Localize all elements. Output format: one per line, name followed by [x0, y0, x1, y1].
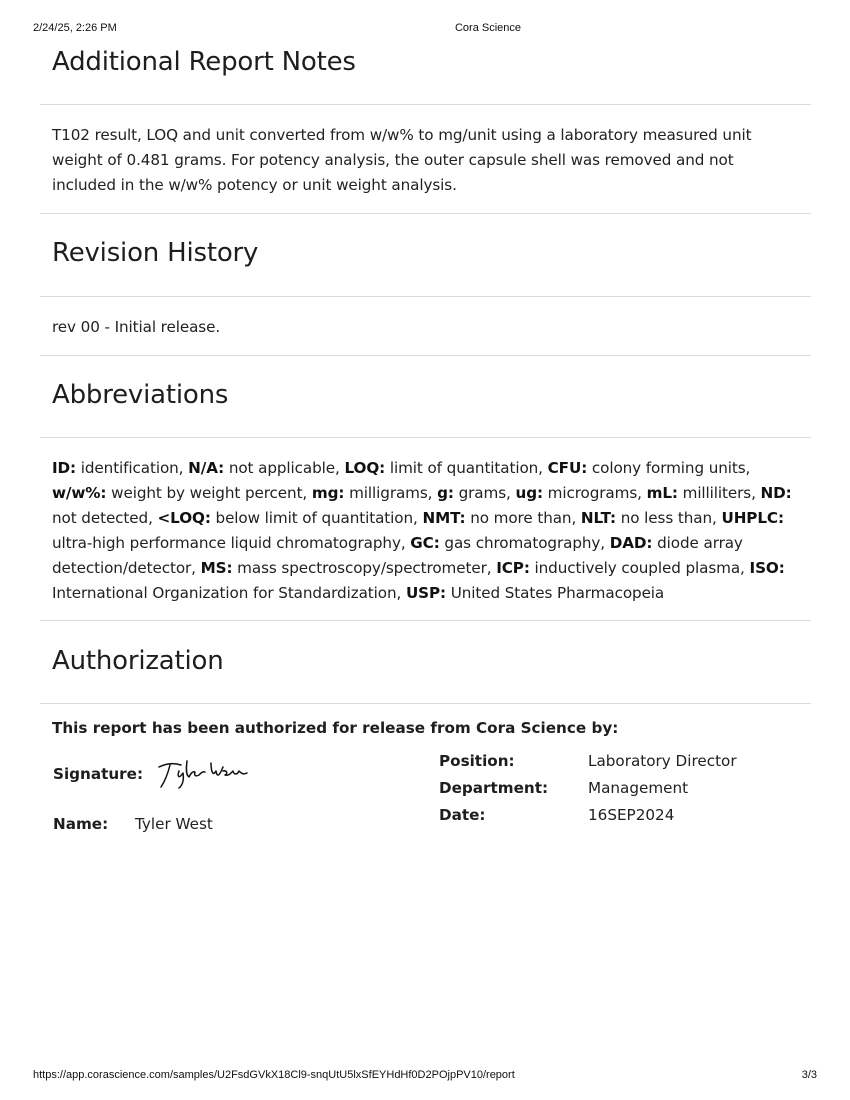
divider: [40, 355, 811, 356]
abbreviation-term: DAD:: [609, 534, 653, 552]
abbreviation-term: NMT:: [422, 509, 466, 527]
department-value: Management: [588, 779, 689, 797]
abbreviations-list: [52, 456, 800, 606]
additional-notes-text: T102 result, LOQ and unit converted from w/w% to mg/unit using a laboratory measured unit weight of 0.481 grams. For potency analysis, the outer capsule shell was removed and not included in the w/w% potency or unit weight analysis.: [52, 126, 752, 194]
divider: [40, 437, 811, 438]
abbreviation-term: LOQ:: [344, 459, 386, 477]
divider: [40, 296, 811, 297]
abbreviation-definition: below limit of quantitation,: [210, 509, 423, 527]
abbreviation-term: MS:: [200, 559, 233, 577]
abbreviation-term: ND:: [760, 484, 792, 502]
abbreviation-term: <LOQ:: [157, 509, 211, 527]
abbreviation-term: ISO:: [749, 559, 785, 577]
abbreviation-term: ID:: [52, 459, 77, 477]
revision-history-text: rev 00 - Initial release.: [52, 318, 221, 336]
abbreviation-definition: gas chromatography,: [439, 534, 610, 552]
abbreviation-term: USP:: [405, 584, 447, 602]
abbreviation-term: UHPLC:: [721, 509, 784, 527]
abbreviation-term: CFU:: [547, 459, 588, 477]
name-label: Name:: [53, 815, 109, 833]
abbreviation-definition: colony forming units,: [587, 459, 751, 477]
abbreviation-term: w/w%:: [52, 484, 107, 502]
revision-history-title: Revision History: [52, 238, 259, 268]
abbreviation-term: NLT:: [580, 509, 616, 527]
abbreviation-definition: ultra-high performance liquid chromatography,: [52, 534, 411, 552]
abbreviation-definition: mass spectroscopy/spectrometer,: [232, 559, 497, 577]
abbreviation-term: ICP:: [496, 559, 530, 577]
department-label: Department:: [439, 779, 549, 797]
print-url: https://app.corascience.com/samples/U2FsdGVkX18Cl9-snqUtU5lxSfEYHdHf0D2POjpPV10/report: [33, 1069, 515, 1081]
abbreviation-definition: not detected,: [52, 509, 158, 527]
position-label: Position:: [439, 752, 515, 770]
abbreviation-definition: limit of quantitation,: [385, 459, 548, 477]
additional-notes-title: Additional Report Notes: [52, 47, 356, 77]
abbreviation-definition: no more than,: [465, 509, 581, 527]
name-value: Tyler West: [135, 815, 213, 833]
abbreviation-term: N/A:: [188, 459, 225, 477]
abbreviation-definition: not applicable,: [224, 459, 345, 477]
date-value: 16SEP2024: [588, 806, 675, 824]
signature-label: Signature:: [53, 765, 144, 783]
abbreviation-definition: inductively coupled plasma,: [529, 559, 750, 577]
abbreviation-definition: no less than,: [616, 509, 722, 527]
divider: [40, 104, 811, 105]
page-number: 3/3: [801, 1069, 817, 1081]
signature-image: [153, 757, 253, 791]
abbreviation-definition: identification,: [76, 459, 189, 477]
divider: [40, 703, 811, 704]
abbreviation-term: mg:: [311, 484, 345, 502]
abbreviation-term: ug:: [515, 484, 543, 502]
abbreviation-term: GC:: [410, 534, 440, 552]
abbreviation-definition: International Organization for Standardization,: [52, 584, 406, 602]
abbreviation-definition: milligrams,: [344, 484, 438, 502]
abbreviation-definition: diode array detection/detector,: [52, 534, 743, 577]
authorization-title: Authorization: [52, 646, 224, 676]
divider: [40, 213, 811, 214]
position-value: Laboratory Director: [588, 752, 737, 770]
abbreviation-term: g:: [437, 484, 454, 502]
abbreviation-definition: grams,: [453, 484, 516, 502]
abbreviations-title: Abbreviations: [52, 380, 229, 410]
abbreviation-term: mL:: [646, 484, 678, 502]
abbreviation-definition: milliliters,: [677, 484, 761, 502]
abbreviation-definition: micrograms,: [542, 484, 647, 502]
divider: [40, 620, 811, 621]
authorization-intro: This report has been authorized for release from Cora Science by:: [52, 719, 619, 737]
print-site-title: Cora Science: [454, 22, 522, 34]
abbreviation-definition: United States Pharmacopeia: [446, 584, 665, 602]
date-label: Date:: [439, 806, 486, 824]
print-date: 2/24/25, 2:26 PM: [33, 22, 117, 34]
abbreviation-definition: weight by weight percent,: [106, 484, 312, 502]
